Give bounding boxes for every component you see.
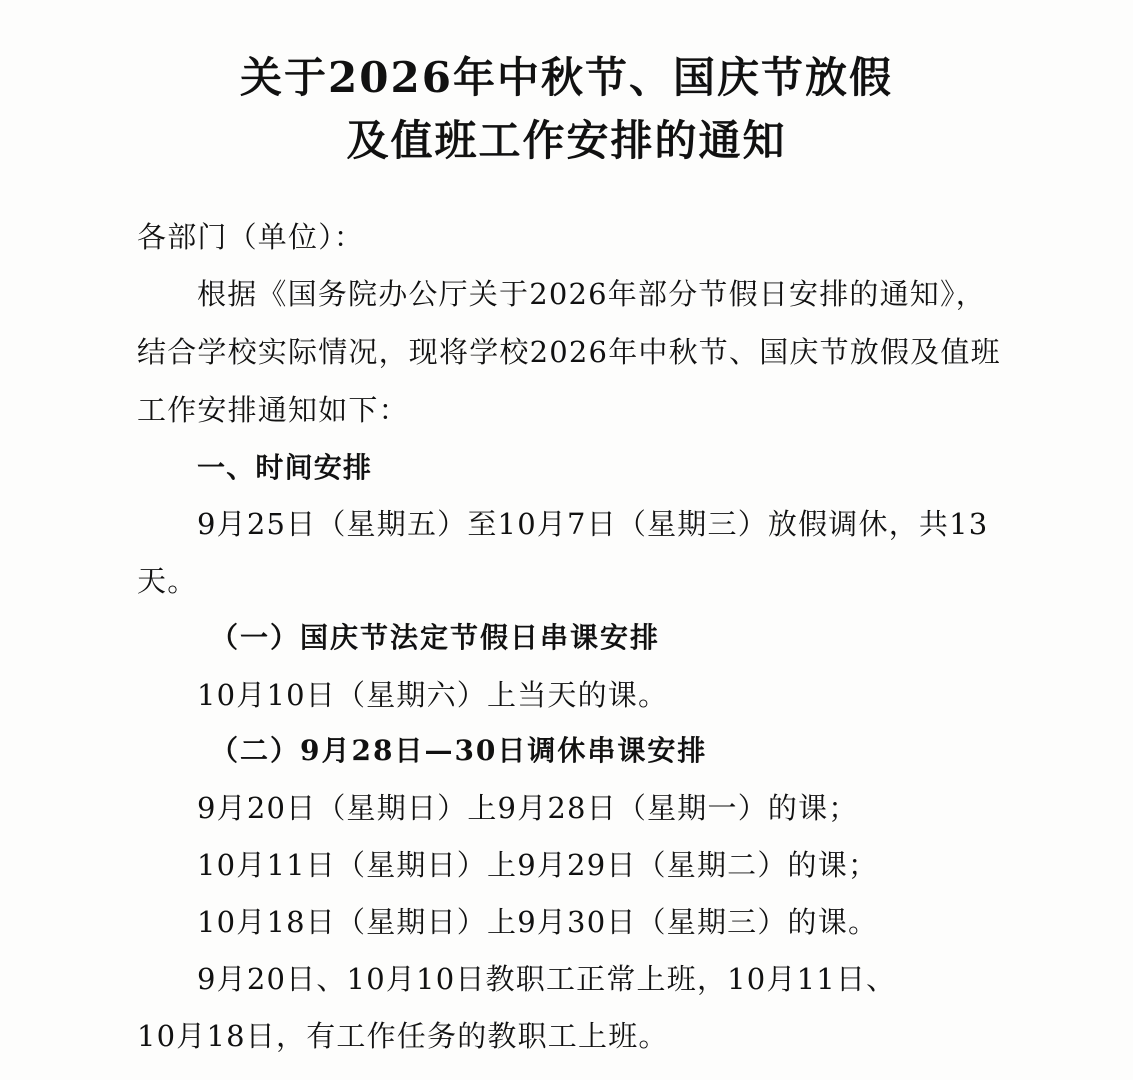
salutation: 各部门（单位）： [137, 220, 365, 254]
subsection2-line-1: 9月20日（星期日）上9月28日（星期一）的课； [197, 791, 859, 825]
intro-line-2: 结合学校实际情况，现将学校2026年中秋节、国庆节放假及值班 [137, 335, 1001, 369]
subsection1-line: 10月10日（星期六）上当天的课。 [197, 678, 669, 712]
section1-paragraph-line-1: 9月25日（星期五）至10月7日（星期三）放假调休，共13 [197, 507, 989, 541]
intro-line-1: 根据《国务院办公厅关于2026年部分节假日安排的通知》， [197, 277, 986, 311]
section-heading-time-arrangement: 一、时间安排 [197, 451, 373, 484]
closing-line-1: 9月20日、10月10日教职工正常上班，10月11日、 [197, 962, 897, 996]
subsection2-line-2: 10月11日（星期日）上9月29日（星期二）的课； [197, 848, 879, 882]
intro-line-3: 工作安排通知如下： [137, 393, 409, 427]
notice-title-line-2: 及值班工作安排的通知 [346, 116, 787, 165]
subsection-heading-national-day: （一）国庆节法定节假日串课安排 [210, 621, 661, 654]
subsection2-line-3: 10月18日（星期日）上9月30日（星期三）的课。 [197, 905, 879, 939]
subsection-heading-adjusted-rest: （二）9月28日—30日调休串课安排 [210, 734, 708, 767]
notice-title-line-1: 关于2026年中秋节、国庆节放假 [240, 53, 893, 102]
section1-paragraph-line-2: 天。 [137, 564, 198, 598]
closing-line-2: 10月18日，有工作任务的教职工上班。 [137, 1019, 669, 1053]
